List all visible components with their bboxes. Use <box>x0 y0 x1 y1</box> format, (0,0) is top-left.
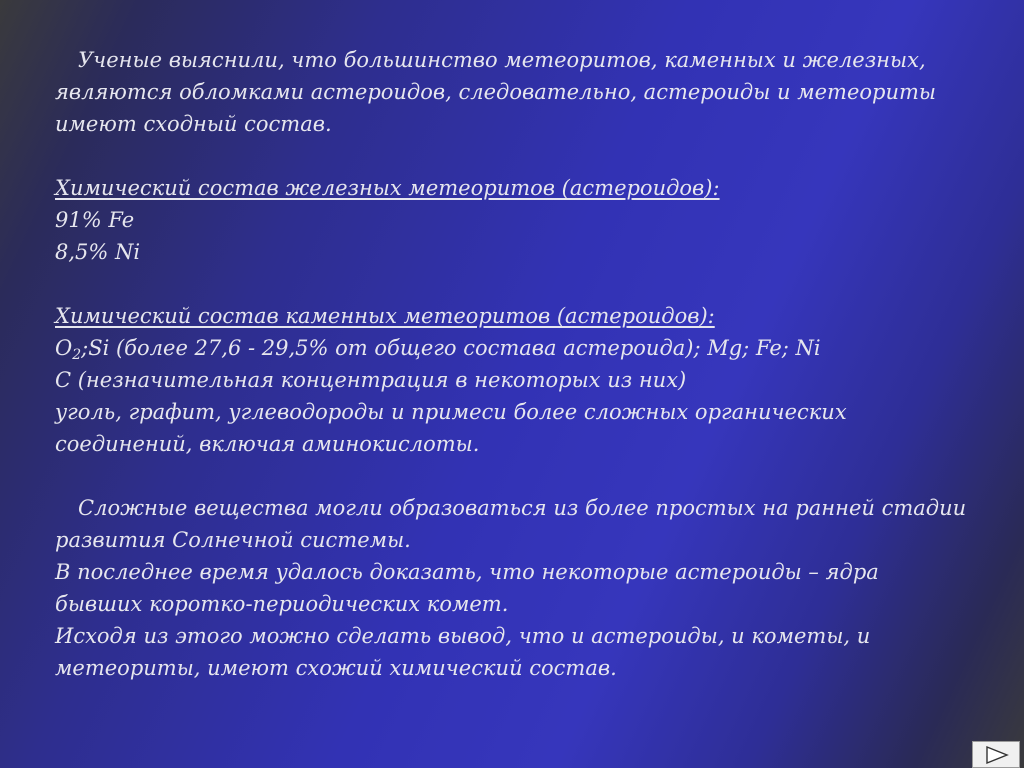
stone-line-4: соединений, включая аминокислоты. <box>55 432 480 456</box>
conclusion-line-2: развития Солнечной системы. <box>55 528 411 552</box>
next-slide-button[interactable] <box>972 741 1020 768</box>
conclusion-line-1: Сложные вещества могли образоваться из более простых на ранней стадии <box>78 496 967 520</box>
conclusion-line-3: В последнее время удалось доказать, что некоторые астероиды – ядра <box>55 560 879 584</box>
stone-line-2: C (незначительная концентрация в некоторых из них) <box>55 368 687 392</box>
stone-heading: Химический состав каменных метеоритов (астероидов): <box>55 304 715 328</box>
stone-line-3: уголь, графит, углеводороды и примеси более сложных органических <box>55 400 847 424</box>
play-triangle-icon <box>981 745 1011 765</box>
intro-line-1: Ученые выяснили, что большинство метеоритов, каменных и железных, <box>78 48 926 72</box>
iron-item-ni: 8,5% Ni <box>55 240 141 264</box>
conclusion-line-4: бывших коротко-периодических комет. <box>55 592 509 616</box>
intro-line-2: являются обломками астероидов, следовательно, астероиды и метеориты <box>55 80 937 104</box>
stone-line-1: $O_2;Si$ (более 27,6 - 29,5% от общего состава астероида); Mg; Fe; Ni <box>55 336 821 363</box>
slide-content <box>55 44 995 684</box>
iron-heading: Химический состав железных метеоритов (астероидов): <box>55 176 720 200</box>
iron-item-fe: 91% Fe <box>55 208 135 232</box>
conclusion-line-6: метеориты, имеют схожий химический состав. <box>55 656 617 680</box>
intro-line-3: имеют сходный состав. <box>55 112 332 136</box>
conclusion-line-5: Исходя из этого можно сделать вывод, что и астероиды, и кометы, и <box>55 624 871 648</box>
